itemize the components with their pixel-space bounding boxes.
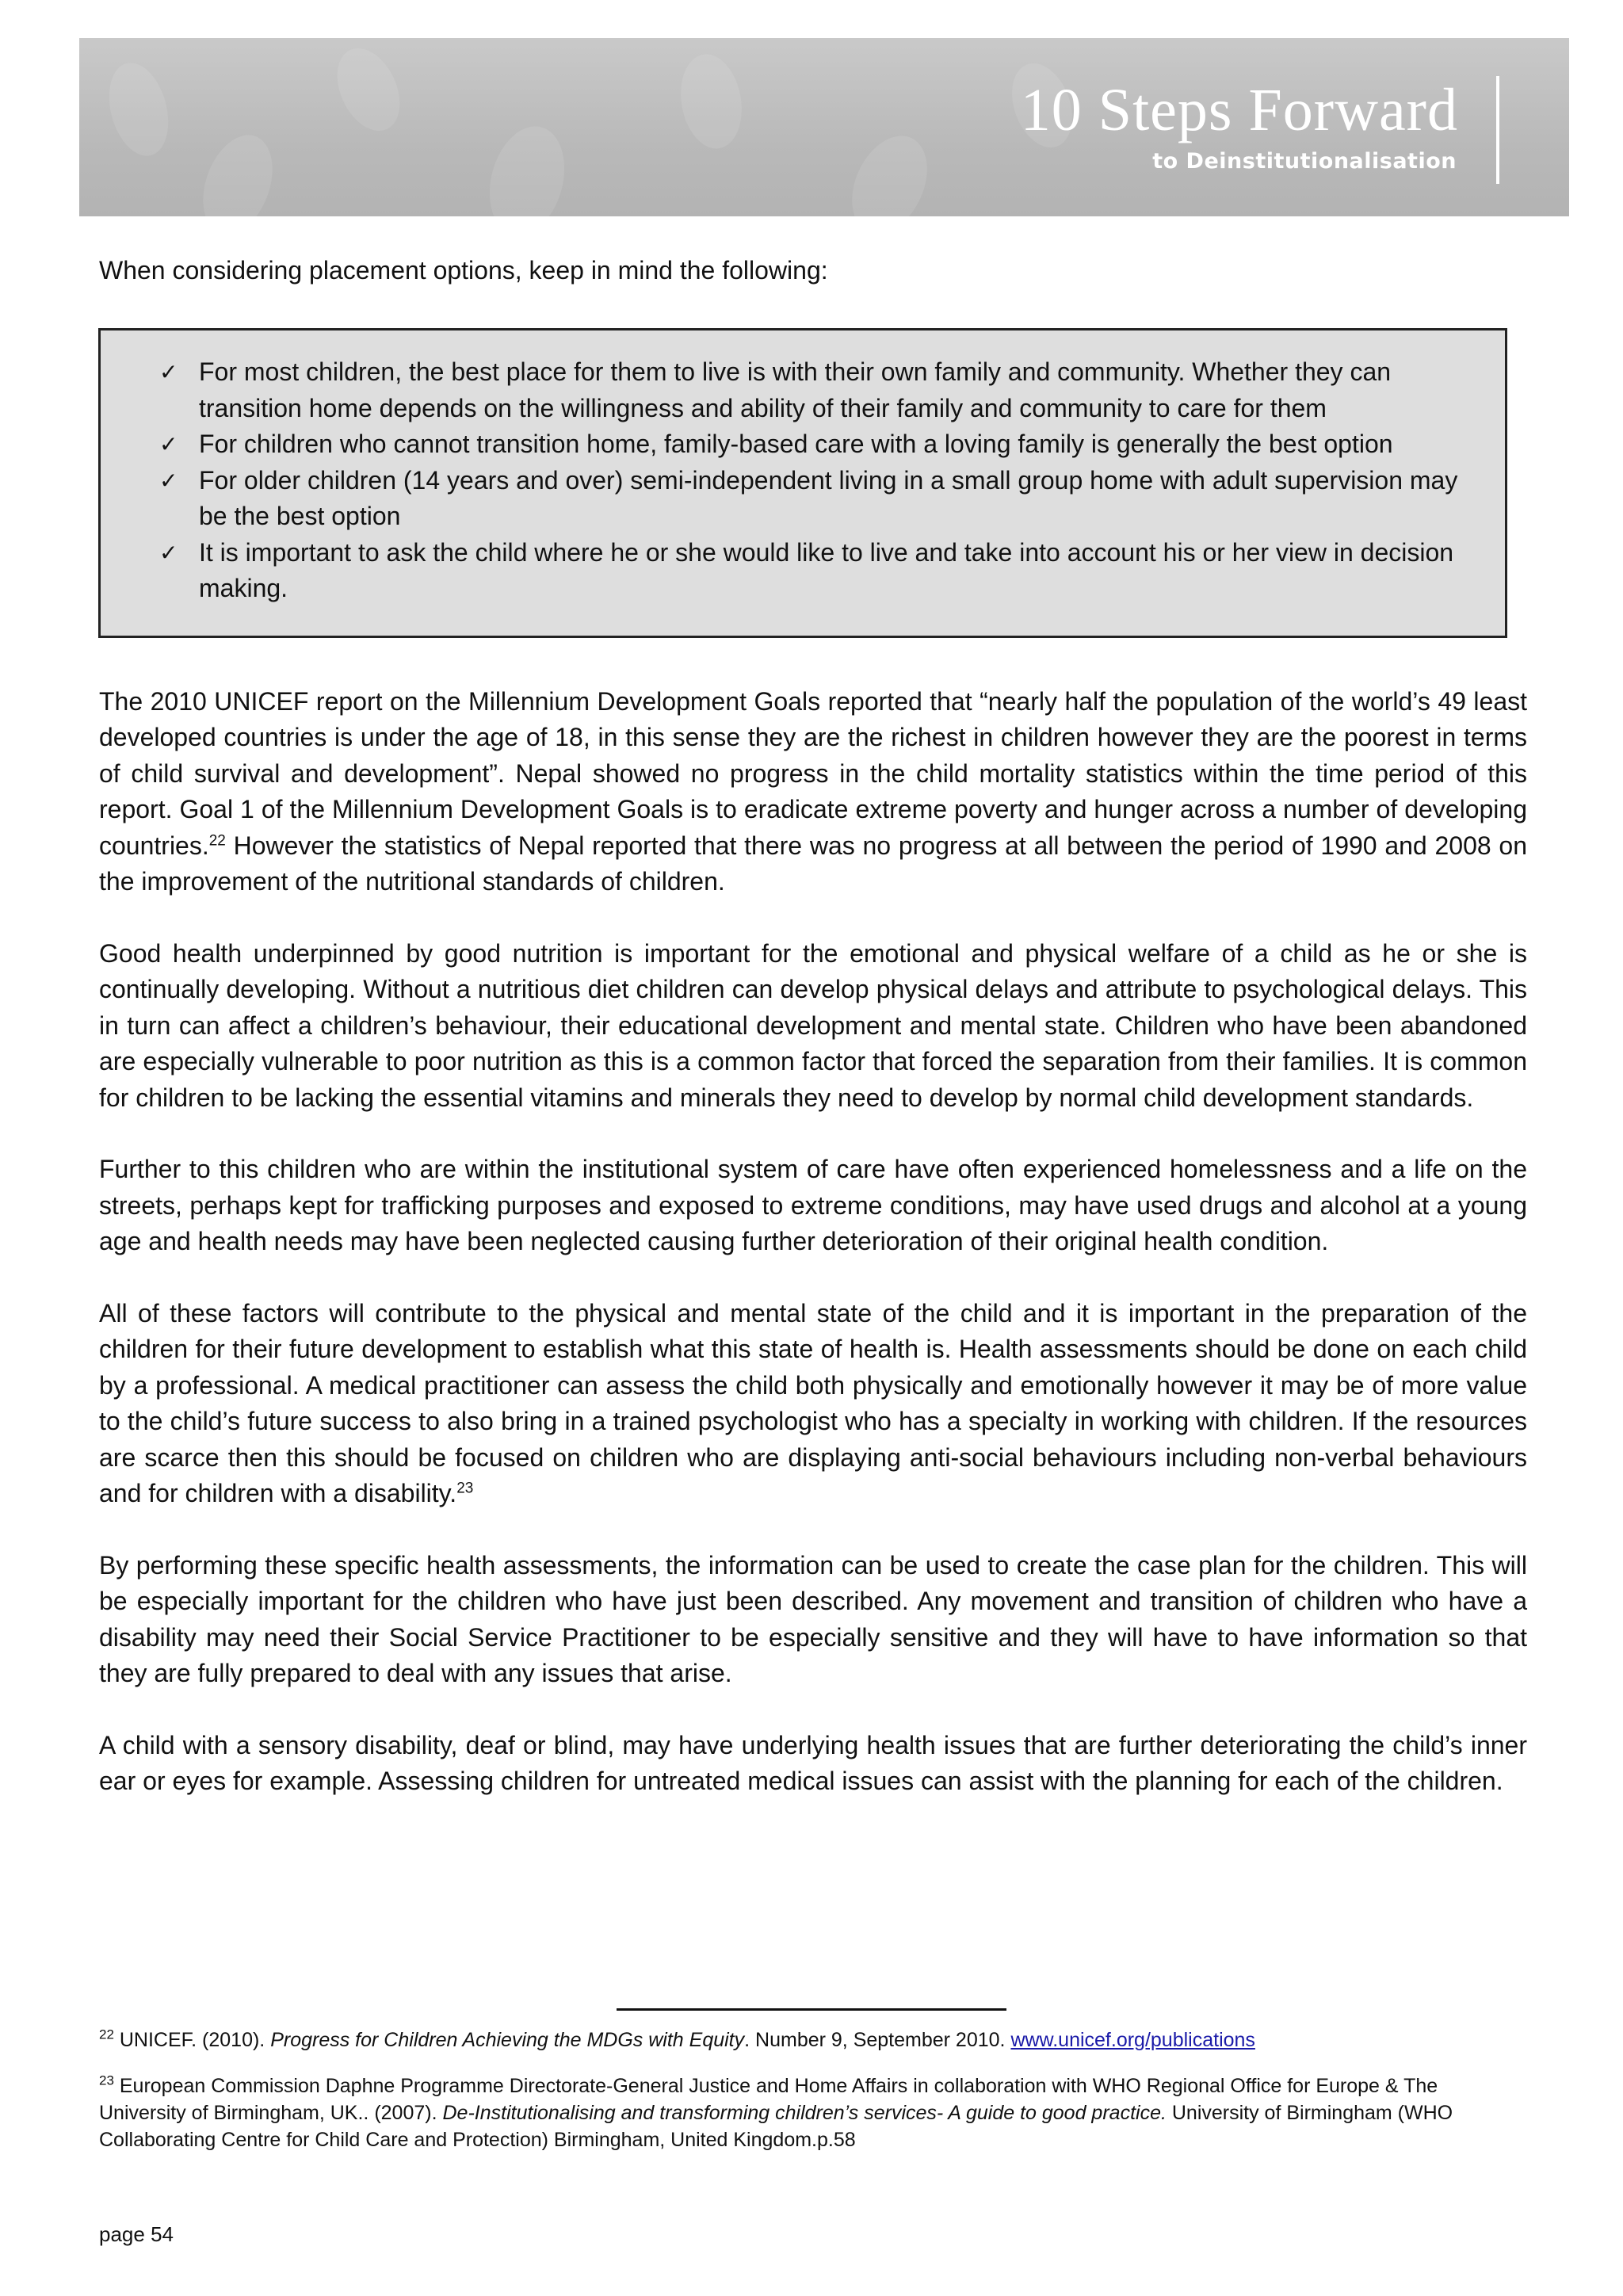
footnote-title: Progress for Children Achieving the MDGs with Equity [270,2029,745,2051]
footprint-decoration [674,49,749,153]
footnote-22 [99,2027,1526,2053]
footnote-number: 23 [99,2073,114,2088]
footprint-decoration [838,124,942,216]
header-subtitle: to Deinstitutionalisation [1152,149,1457,174]
checklist-item-text: For most children, the best place for them to live is with their own family and community. Whether they can transition home depends on the willingness and ability of their family and community to care for them [199,357,1392,422]
header-divider [1496,76,1499,184]
checkmark-icon: ✓ [159,359,178,385]
paragraph-nutrition: Good health underpinned by good nutrition is important for the emotional and physical welfare of a child as he or she is continually developing. Without a nutritious diet children can develop physical delays and attribute to psychological delays. This in turn can affect a children’s behaviour, their educational development and mental state. Children who have been abandoned are especially vulnerable to poor nutrition as this is a common factor that forced the separation from their families. It is common for children to be lacking the essential vitamins and minerals they need to develop by normal child development standards. [99,938,1527,1112]
footnote-title: De-Institutionalising and transforming children’s services- A guide to good practice. [442,2102,1167,2124]
placement-callout-box [98,328,1507,638]
footprint-decoration [100,56,178,162]
footnotes [99,2027,1526,2153]
footnote-divider [617,2008,1006,2011]
checklist-item-text: For older children (14 years and over) semi-independent living in a small group home with adult supervision may be the best option [199,465,1458,530]
paragraph-text: The 2010 UNICEF report on the Millennium Development Goals reported that “nearly half the population of the world’s 49 least developed countries is under the age of 18, in this sense they are the richest in children however they are the poorest in terms of child survival and development”. Nepal showed no progress in the child mortality statistics within the time period of this report. Goal 1 of the Millennium Development Goals is to eradicate extreme poverty and hunger across a number of developing countries. [99,686,1527,860]
paragraph-unicef-report [99,684,1527,900]
checkmark-icon: ✓ [159,431,178,457]
checklist-item [148,426,1486,463]
checkmark-icon: ✓ [159,539,178,566]
checklist-item [148,463,1486,535]
header-title: 10 Steps Forward [1020,77,1458,143]
footnote-text: UNICEF. (2010). [113,2029,271,2051]
checklist-item-text: It is important to ask the child where he or she would like to live and take into account his or her view in decision making. [199,537,1454,602]
footnote-text: European Commission Daphne Programme Directorate-General Justice and Home Affairs in collaboration with WHO Regional Office for Europe & The University of Birmingham, UK.. (2007). [99,2075,1438,2124]
unicef-publications-link[interactable]: www.unicef.org/publications [1010,2029,1255,2051]
footnote-ref-23[interactable]: 23 [456,1480,474,1497]
paragraph-institutional-care: Further to this children who are within the institutional system of care have often experienced homelessness and a life on the streets, perhaps kept for trafficking purposes and exposed to extreme conditions, may have used drugs and alcohol at a young age and health needs may have been neglected causing further deterioration of their original health condition. [99,1155,1527,1255]
footprint-decoration [190,125,285,216]
intro-text: When considering placement options, keep in mind the following: [99,256,828,285]
paragraph-sensory-disability: A child with a sensory disability, deaf or blind, may have underlying health issues that are further deteriorating the child’s inner ear or eyes for example. Assessing children for untreated medical issues can assist with the planning for each of the children. [99,1730,1527,1795]
header-banner [79,38,1569,216]
footnote-23 [99,2073,1526,2153]
page-content [99,252,1527,1800]
checkmark-icon: ✓ [159,467,178,494]
checklist-item [148,535,1486,607]
footnote-text: University of Birmingham (WHO Collaborating Centre for Child Care and Protection) Birmingham, United Kingdom.p.58 [99,2102,1453,2151]
paragraph-text: However the statistics of Nepal reported that there was no progress at all between the period of 1990 and 2008 on the improvement of the nutritional standards of children. [99,831,1527,896]
checklist-item [148,354,1486,426]
page-number: page 54 [99,2222,174,2246]
footprint-decoration [325,38,412,140]
placement-checklist [148,354,1486,607]
paragraph-case-plan: By performing these specific health assessments, the information can be used to create the case plan for the children. This will be especially important for the children who have just been described. Any movement and transition of children who have a disability may need their Social Service Practitioner to be especially sensitive and they will have to have information so that they are fully prepared to deal with any issues that arise. [99,1550,1527,1687]
footnote-number: 22 [99,2027,114,2042]
paragraph-text: All of these factors will contribute to the physical and mental state of the child and it is important in the preparation of the children for their future development to establish what this state of health is. Health assessments should be done on each child by a professional. A medical practitioner can assess the child both physically and emotionally however it may be of more value to the child’s future success to also bring in a trained psychologist who has a specialty in working with children. If the resources are scarce then this should be focused on children who are displaying anti-social behaviours including non-verbal behaviours and for children with a disability. [99,1298,1527,1507]
footnote-ref-22[interactable]: 22 [208,831,226,849]
footnote-text: . Number 9, September 2010. [744,2029,1011,2051]
checklist-item-text: For children who cannot transition home, family-based care with a loving family is generally the best option [199,430,1393,458]
paragraph-health-assessments [99,1296,1527,1512]
footprint-decoration [478,118,575,216]
